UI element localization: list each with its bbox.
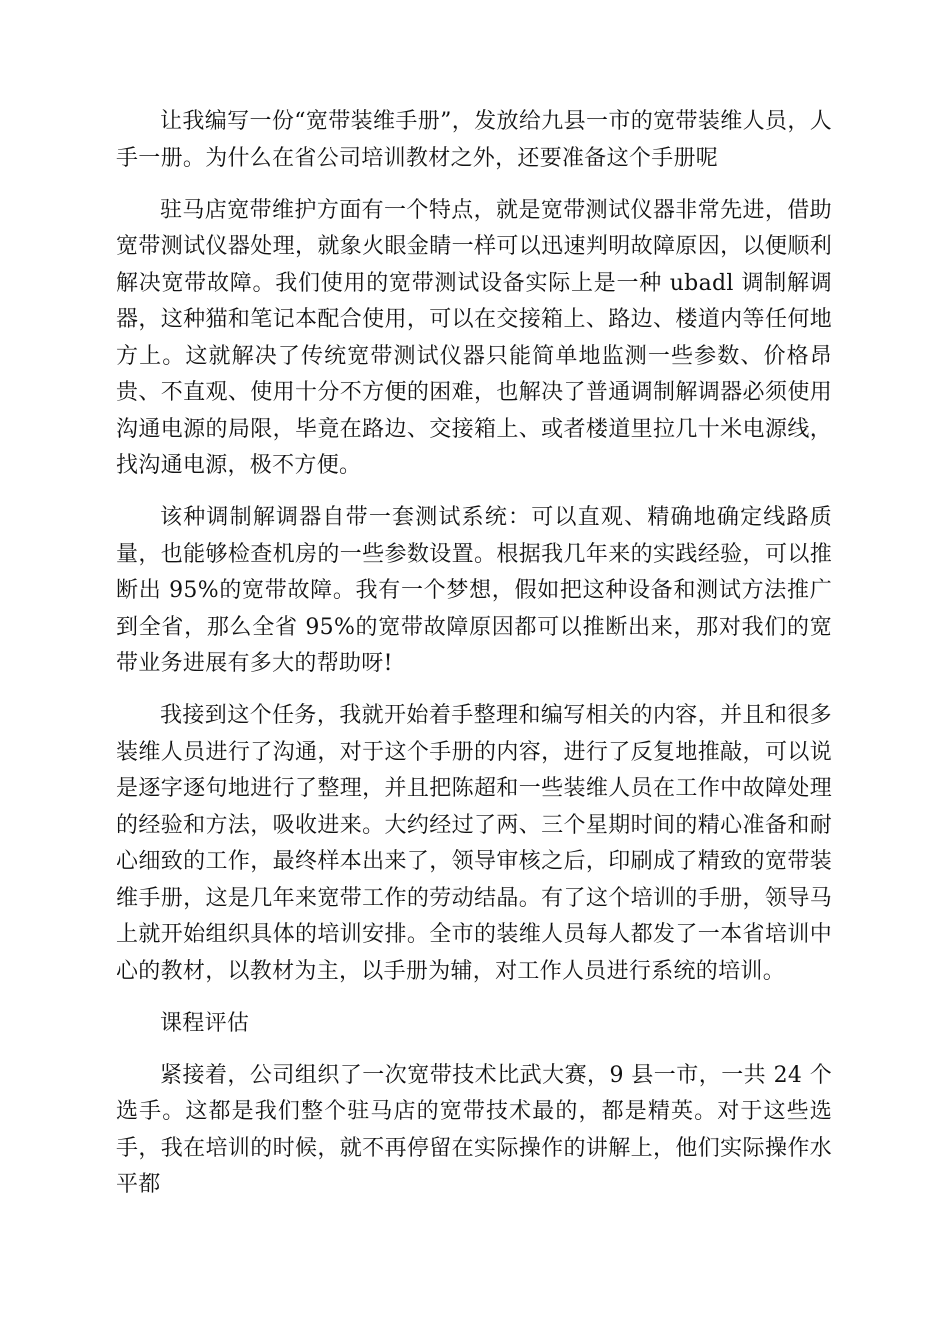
section-heading: 课程评估 (160, 1010, 250, 1036)
paragraph-testing-equipment: 驻马店宽带维护方面有一个特点，就是宽带测试仪器非常先进，借助宽带测试仪器处理，就象火眼金睛一样可以迅速判明故障原因，以便顺利解决宽带故障。我们使用的宽带测试设备实际上是一种 ubadl 调制解调器，这种猫和笔记本配合使用，可以在交接箱上、路边、楼道内等任何地方上。这就解决了传统宽带测试仪器只能简单地监测一些参数、价格昂贵、不直观、使用十分不方便的困难，也解决了普通调制解调器必须使用沟通电源的局限，毕竟在路边、交接箱上、或者楼道里拉几十米电源线，找沟通电源，极不方便。 (116, 197, 832, 478)
paragraph-intro: 让我编写一份“宽带装维手册”，发放给九县一市的宽带装维人员，人手一册。为什么在省公司培训教材之外，还要准备这个手册呢 (116, 109, 832, 171)
paragraph-modem-system: 该种调制解调器自带一套测试系统：可以直观、精确地确定线路质量，也能够检查机房的一些参数设置。根据我几年来的实践经验，可以推断出 95%的宽带故障。我有一个梦想，假如把这种设备和测试方法推广到全省，那么全省 95%的宽带故障原因都可以推断出来，那对我们的宽带业务进展有多大的帮助呀! (116, 505, 832, 676)
document-body (116, 104, 832, 1219)
paragraph-competition: 紧接着，公司组织了一次宽带技术比武大赛，9 县一市，一共 24 个选手。这都是我们整个驻马店的宽带技术最的，都是精英。对于这些选手，我在培训的时候，就不再停留在实际操作的讲解上，他们实际操作水平都 (116, 1062, 832, 1197)
paragraph-manual-writing: 我接到这个任务，我就开始着手整理和编写相关的内容，并且和很多装维人员进行了沟通，对于这个手册的内容，进行了反复地推敲，可以说是逐字逐句地进行了整理，并且把陈超和一些装维人员在工作中故障处理的经验和方法，吸收进来。大约经过了两、三个星期时间的精心准备和耐心细致的工作，最终样本出来了，领导审核之后，印刷成了精致的宽带装维手册，这是几年来宽带工作的劳动结晶。有了这个培训的手册，领导马上就开始组织具体的培训安排。全市的装维人员每人都发了一本省培训中心的教材，以教材为主，以手册为辅，对工作人员进行系统的培训。 (116, 703, 832, 984)
